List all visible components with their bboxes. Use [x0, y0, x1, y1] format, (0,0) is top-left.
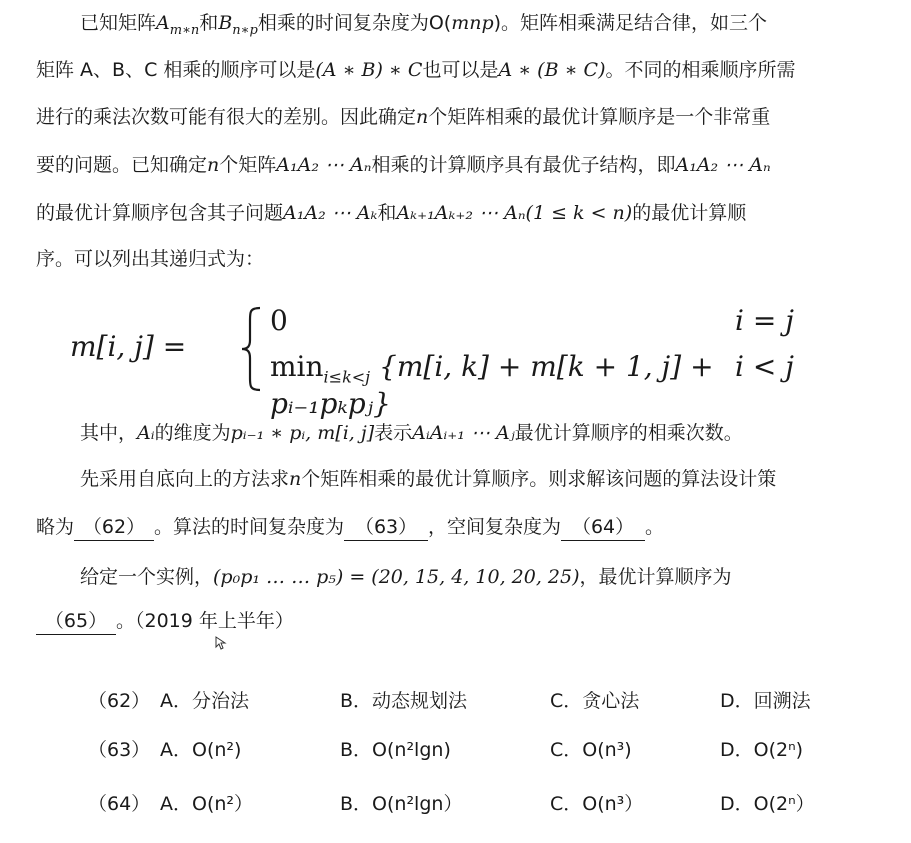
paragraph4-line2 [36, 608, 294, 635]
text: )。矩阵相乘满足结合律，如三个 [493, 12, 768, 34]
text: 。算法的时间复杂度为 [154, 516, 345, 538]
text: 的最优计算顺序包含其子问题 [36, 202, 284, 224]
text: 给定一个实例， [80, 566, 214, 588]
text: 的最优计算顺 [632, 202, 747, 224]
math-chain: A₁A₂ ⋯ Aₙ [276, 154, 372, 176]
option-b[interactable]: B．O(n²lgn） [340, 793, 463, 815]
paragraph3-line2 [36, 514, 664, 541]
math-subchain-1: A₁A₂ ⋯ Aₖ [283, 202, 378, 224]
paragraph1-line6 [36, 246, 264, 272]
text: 也可以是 [422, 59, 499, 81]
option-a[interactable]: A．O(n²) [160, 739, 242, 761]
answer-blank-62[interactable]: （62） [74, 514, 154, 541]
left-brace-icon [240, 306, 262, 392]
min-subscript: i≤k<j [323, 367, 371, 387]
paragraph1-line5 [36, 200, 746, 226]
paragraph1-line1 [80, 10, 767, 44]
text: 相乘的计算顺序具有最优子结构，即 [371, 154, 676, 176]
text: 表示 [374, 422, 413, 444]
math-dims: pᵢ₋₁ ∗ pᵢ, m[i, j] [230, 422, 375, 444]
math-chain-ij: AᵢAᵢ₊₁ ⋯ Aⱼ [412, 422, 515, 444]
math-n: n [207, 154, 220, 176]
option-number: （62） [88, 690, 151, 712]
option-b[interactable]: B．动态规划法 [340, 690, 468, 712]
text: 个矩阵 [219, 154, 277, 176]
formula-case1: 0 [270, 304, 288, 337]
text: 要的问题。已知确定 [36, 154, 208, 176]
math-n: n [289, 468, 302, 490]
text: 最优计算顺序的相乘次数。 [514, 422, 743, 444]
formula-cond2: i < j [735, 350, 794, 383]
text: 。不同的相乘顺序所需 [605, 59, 796, 81]
formula-cond1: i = j [735, 304, 794, 337]
math-chain: A₁A₂ ⋯ Aₙ [675, 154, 771, 176]
text: 个矩阵相乘的最优计算顺序。则求解该问题的算法设计策 [301, 468, 777, 490]
answer-blank-63[interactable]: （63） [344, 514, 428, 541]
paragraph1-line3 [36, 104, 770, 130]
math-subchain-2: Aₖ₊₁Aₖ₊₂ ⋯ Aₙ [396, 202, 526, 224]
option-d[interactable]: D．回溯法 [720, 690, 811, 712]
paragraph1-line4 [36, 152, 771, 178]
mouse-cursor-icon [215, 636, 227, 650]
text: 序。可以列出其递归式为： [36, 248, 265, 270]
text: 进行的乘法次数可能有很大的差别。因此确定 [36, 106, 417, 128]
min-operator: min [270, 350, 324, 383]
formula-case2-body: {m[i, k] + m[k + 1, j] + pᵢ₋₁pₖpⱼ} [270, 350, 714, 420]
matrix-a-mn: $A_{m∗n}$ [156, 12, 200, 38]
text: 其中， [80, 422, 138, 444]
matrix-b-np: $B_{n∗p}$ [218, 12, 258, 38]
formula-lhs: m[i, j] = [70, 330, 187, 363]
text: 先采用自底向上的方法求 [80, 468, 290, 490]
paragraph2-line1 [80, 420, 743, 446]
option-c[interactable]: C．O(n³) [550, 739, 632, 761]
text: 已知矩阵 [80, 12, 157, 34]
option-a[interactable]: A．分治法 [160, 690, 249, 712]
option-number: （63） [88, 739, 151, 761]
text: 个矩阵相乘的最优计算顺序是一个非常重 [428, 106, 771, 128]
math-order-1: (A ∗ B) ∗ C [315, 59, 423, 81]
math-order-2: A ∗ (B ∗ C) [498, 59, 606, 81]
option-a[interactable]: A．O(n²） [160, 793, 254, 815]
option-d[interactable]: D．O(2ⁿ） [720, 793, 815, 815]
text: 。 [645, 516, 665, 538]
text: ，最优计算顺序为 [579, 566, 732, 588]
math-range: (1 ≤ k < n) [525, 202, 633, 224]
text: 和 [377, 202, 397, 224]
answer-blank-65[interactable]: （65） [36, 608, 116, 635]
text: 相乘的时间复杂度为O( [257, 12, 452, 34]
option-c[interactable]: C．O(n³） [550, 793, 644, 815]
text: 和 [199, 12, 219, 34]
option-number: （64） [88, 793, 151, 815]
text: 矩阵 A、B、C 相乘的顺序可以是 [36, 59, 316, 81]
paragraph3-line1 [80, 466, 776, 492]
source-note: 。（2019 年上半年） [116, 610, 294, 632]
complexity-mnp: mnp [451, 12, 494, 34]
paragraph4-line1 [80, 564, 732, 590]
option-b[interactable]: B．O(n²lgn) [340, 739, 451, 761]
option-c[interactable]: C．贪心法 [550, 690, 640, 712]
option-d[interactable]: D．O(2ⁿ) [720, 739, 804, 761]
text: 略为 [36, 516, 75, 538]
text: 的维度为 [154, 422, 231, 444]
paragraph1-line2 [36, 57, 796, 83]
recurrence-formula [70, 300, 830, 420]
math-n: n [416, 106, 429, 128]
math-instance: (p₀p₁ … … p₅) = (20, 15, 4, 10, 20, 25) [213, 566, 580, 588]
answer-blank-64[interactable]: （64） [561, 514, 645, 541]
math-ai: Aᵢ [137, 422, 155, 444]
text: ，空间复杂度为 [428, 516, 562, 538]
